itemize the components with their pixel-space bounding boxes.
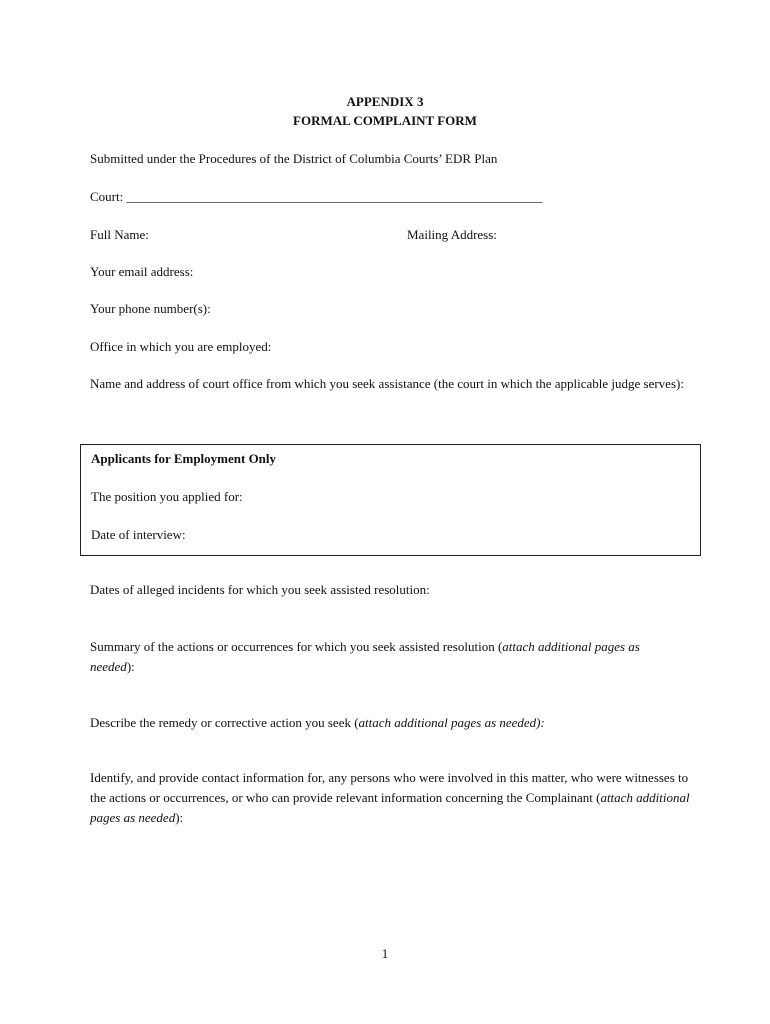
form-title: FORMAL COMPLAINT FORM — [293, 113, 477, 128]
remedy-label: Describe the remedy or corrective action you seek (attach additional pages as needed): — [90, 715, 545, 730]
email-label: Your email address: — [90, 264, 194, 279]
position-label: The position you applied for: — [91, 489, 243, 504]
appendix-label: APPENDIX 3 — [346, 94, 424, 109]
intro-text: Submitted under the Procedures of the District of Columbia Courts’ EDR Plan — [90, 151, 498, 166]
identify-label: Identify, and provide contact information for, any persons who were involved in this matter, who were witnesses to the actions or occurrences, or who can provide relevant information concerning the Complainant (attach additional pages as needed): — [90, 770, 690, 825]
phone-label: Your phone number(s): — [90, 301, 211, 316]
interview-date-label: Date of interview: — [91, 527, 186, 542]
summary-label: Summary of the actions or occurrences for which you seek assisted resolution (attach additional pages as needed): — [90, 639, 640, 674]
court-office-label: Name and address of court office from which you seek assistance (the court in which the applicable judge serves): — [90, 376, 684, 391]
incident-dates-label: Dates of alleged incidents for which you seek assisted resolution: — [90, 582, 430, 597]
page-number: 1 — [381, 946, 389, 961]
mailing-address-label: Mailing Address: — [407, 227, 497, 242]
applicants-box — [80, 444, 701, 556]
full-name-label: Full Name: — [90, 227, 149, 242]
applicants-heading: Applicants for Employment Only — [91, 451, 277, 466]
office-label: Office in which you are employed: — [90, 339, 272, 354]
court-field: Court: ________________________________________________________________ — [90, 189, 543, 204]
